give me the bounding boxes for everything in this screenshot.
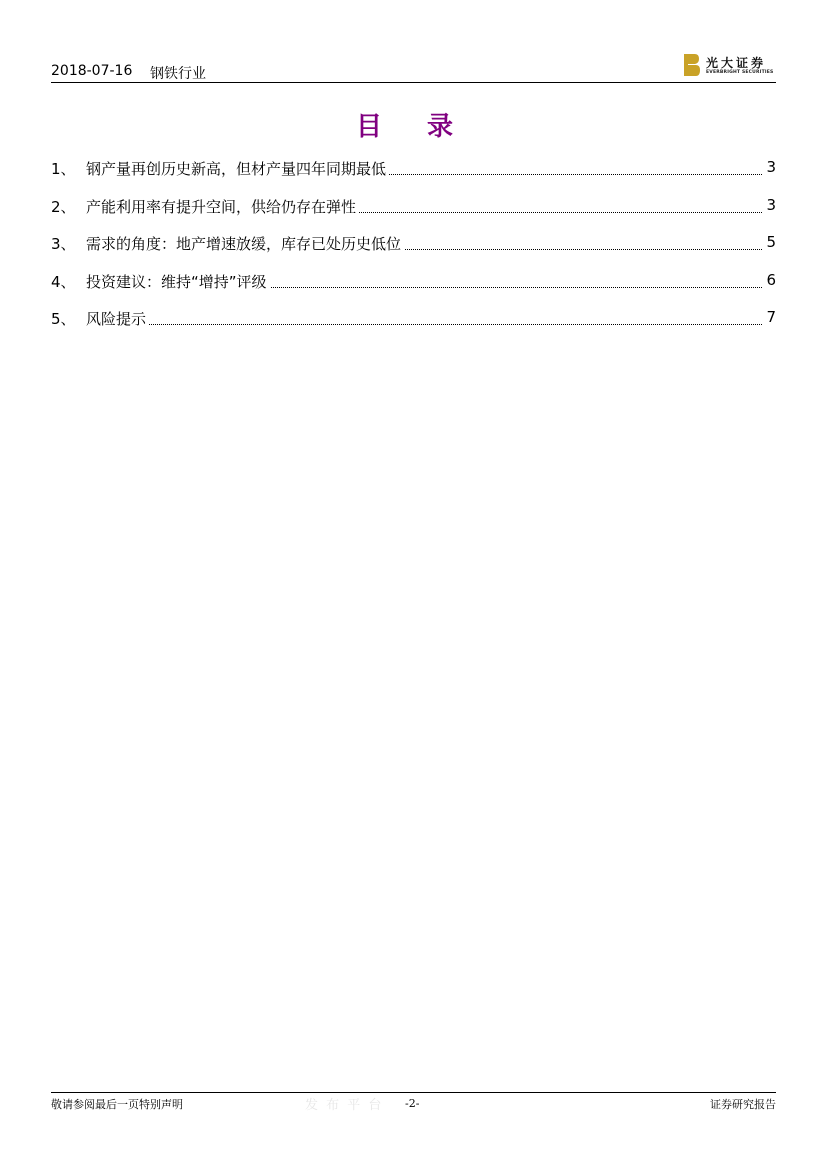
toc-entry[interactable] bbox=[51, 302, 776, 340]
toc-entry-label: 风险提示 bbox=[86, 310, 149, 328]
header-divider bbox=[51, 82, 776, 83]
toc-entry-page: 3 bbox=[766, 158, 776, 176]
toc-title: 目 录 bbox=[355, 112, 472, 142]
toc-entry-number: 1、 bbox=[51, 160, 76, 178]
toc-entry[interactable] bbox=[51, 152, 776, 190]
logo-name-en: EVERBRIGHT SECURITIES bbox=[706, 70, 774, 75]
watermark: 发 布 平 台 bbox=[305, 1098, 384, 1113]
report-date: 2018-07-16 bbox=[51, 63, 133, 79]
toc-entry-label: 产能利用率有提升空间，供给仍存在弹性 bbox=[86, 198, 359, 216]
toc-entry-label: 需求的角度：地产增速放缓，库存已处历史低位 bbox=[86, 235, 404, 253]
toc-entry-label: 钢产量再创历史新高，但材产量四年同期最低 bbox=[86, 160, 389, 178]
page-number: -2- bbox=[405, 1097, 420, 1110]
toc-entry[interactable] bbox=[51, 227, 776, 265]
toc-entry-number: 3、 bbox=[51, 235, 76, 253]
page-header bbox=[51, 54, 776, 82]
company-logo bbox=[684, 54, 776, 78]
footer-divider bbox=[51, 1092, 776, 1093]
logo-name-cn: 光大证券 bbox=[706, 56, 767, 70]
report-industry: 钢铁行业 bbox=[150, 66, 206, 82]
toc-entry[interactable] bbox=[51, 190, 776, 228]
toc-entry-page: 7 bbox=[766, 308, 776, 326]
toc-entry-number: 4、 bbox=[51, 272, 76, 291]
toc-entry-page: 6 bbox=[766, 270, 776, 289]
toc-leader-dots bbox=[86, 324, 762, 325]
toc-entry[interactable] bbox=[51, 265, 776, 303]
toc-entry-page: 5 bbox=[766, 233, 776, 251]
toc-entry-page: 3 bbox=[766, 195, 776, 214]
report-type: 证券研究报告 bbox=[710, 1098, 776, 1111]
table-of-contents bbox=[51, 152, 776, 340]
toc-entry-label: 投资建议：维持“增持”评级 bbox=[86, 273, 270, 291]
disclaimer-note: 敬请参阅最后一页特别声明 bbox=[51, 1098, 183, 1111]
toc-entry-number: 2、 bbox=[51, 197, 76, 216]
toc-entry-number: 5、 bbox=[51, 310, 76, 328]
logo-mark-icon bbox=[684, 54, 700, 76]
